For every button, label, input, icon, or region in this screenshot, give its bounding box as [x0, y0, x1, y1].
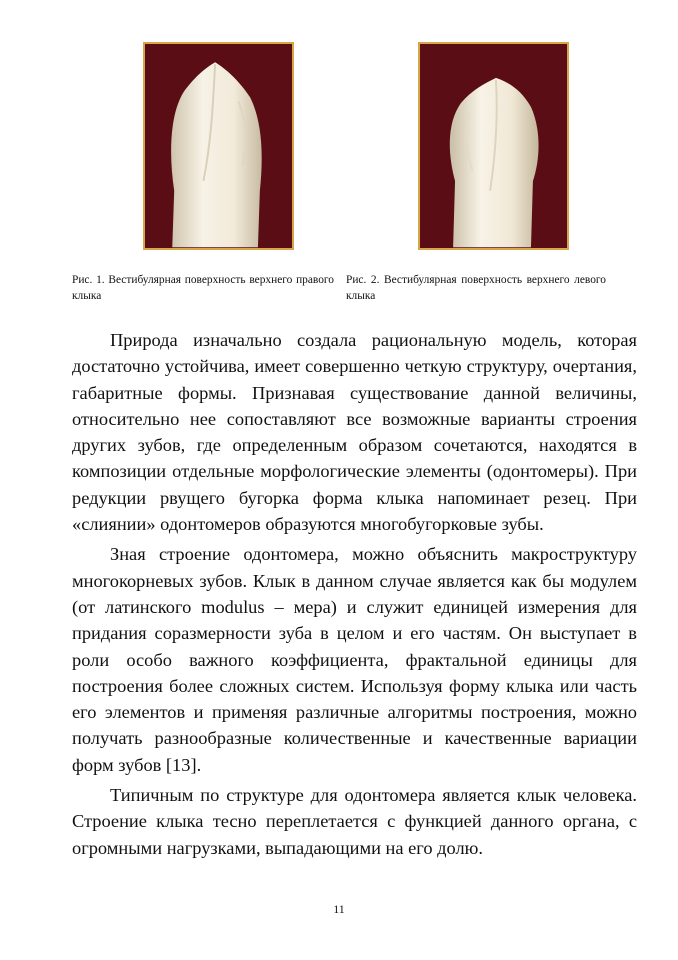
figure-1-label: Рис. 1.	[72, 274, 105, 286]
paragraph: Зная строение одонтомера, можно объяснить макроструктуру многокорневых зубов. Клык в данном случае является как бы модулем (от латинского modulus – мера) и служит единицей измерения для придания соразмерности зуба в целом и его частям. Он выступает в роли особо важного коэффициента, фрактальной единицы для построения более сложных систем. Используя форму клыка или часть его элементов и применяя различные алгоритмы построения, можно получать разнообразные количественные и качественные вариации форм зубов [13].	[72, 544, 637, 775]
paragraph: Типичным по структуре для одонтомера является клык человека. Строение клыка тесно переплетается с функцией данного органа, с огромными нагрузками, выпадающими на его долю.	[72, 785, 637, 858]
figure-2-label: Рис. 2.	[346, 274, 380, 286]
figure-2-image	[418, 42, 569, 250]
figure-1-image	[143, 42, 294, 250]
figure-1-caption	[72, 272, 334, 304]
page-number: 11	[333, 902, 345, 916]
figure-1-caption-text: Вестибулярная поверхность верхнего правого клыка	[72, 274, 334, 302]
figure-2-caption	[346, 272, 606, 304]
figure-2-caption-text: Вестибулярная поверхность верхнего левого клыка	[346, 274, 606, 302]
tooth-crown-icon	[145, 44, 292, 248]
tooth-crown-icon	[420, 44, 567, 248]
body-text	[72, 327, 637, 865]
paragraph: Природа изначально создала рациональную модель, которая достаточно устойчива, имеет совершенно четкую структуру, очертания, габаритные формы. Признавая существование данной величины, относительно нее сопоставляют все возможные варианты строения других зубов, где определенным образом сочетаются, находятся в композиции отдельные морфологические элементы (одонтомеры). При редукции рвущего бугорка форма клыка напоминает резец. При «слиянии» одонтомеров образуются многобугорковые зубы.	[72, 330, 637, 535]
